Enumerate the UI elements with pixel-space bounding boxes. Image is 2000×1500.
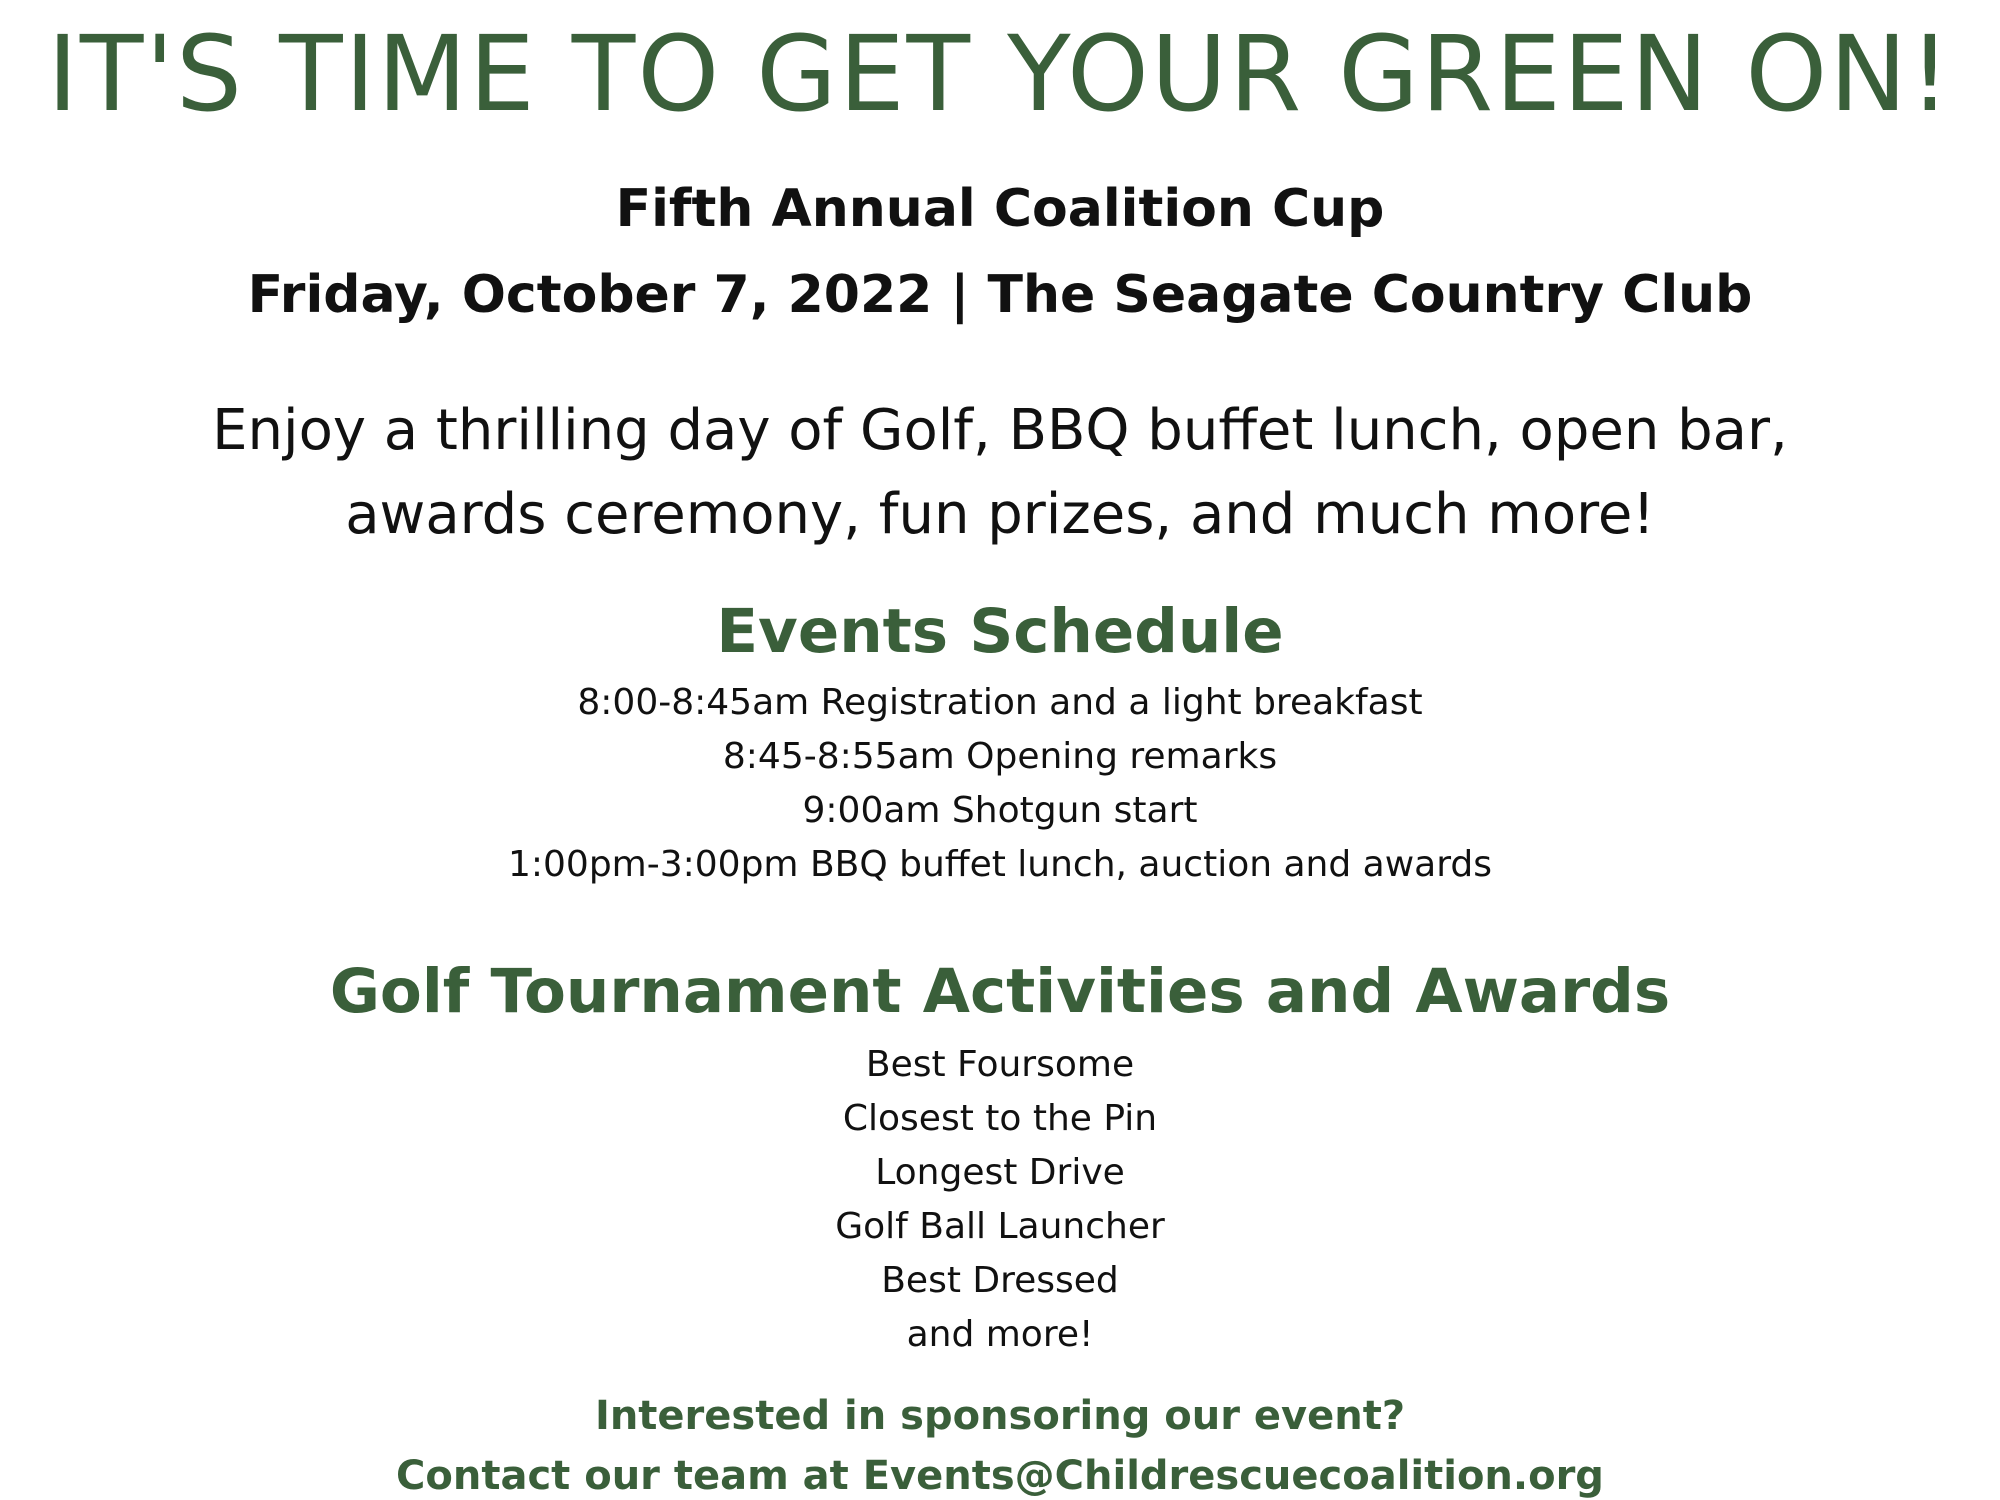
schedule-item: 9:00am Shotgun start: [802, 790, 1198, 831]
headline: IT'S TIME TO GET YOUR GREEN ON!: [47, 13, 1953, 135]
sponsor-contact: Contact our team at Events@Childrescuecoalition.org: [396, 1453, 1604, 1499]
activity-item: Best Foursome: [865, 1044, 1135, 1085]
activities-list: [0, 1038, 2000, 1362]
event-date-venue: Friday, October 7, 2022 | The Seagate Country Club: [247, 265, 1753, 325]
schedule-heading: Events Schedule: [716, 596, 1284, 667]
activity-item: and more!: [906, 1314, 1094, 1355]
activity-item: Closest to the Pin: [842, 1098, 1158, 1139]
sponsor-question: Interested in sponsoring our event?: [594, 1393, 1406, 1439]
schedule-list: [0, 676, 2000, 892]
schedule-item: 8:45-8:55am Opening remarks: [722, 736, 1278, 777]
activity-item: Longest Drive: [875, 1152, 1125, 1193]
schedule-item: 8:00-8:45am Registration and a light breakfast: [577, 682, 1423, 723]
schedule-item: 1:00pm-3:00pm BBQ buffet lunch, auction and awards: [507, 844, 1493, 885]
activity-item: Best Dressed: [881, 1260, 1119, 1301]
activities-heading: Golf Tournament Activities and Awards: [329, 956, 1671, 1027]
intro-line-1: Enjoy a thrilling day of Golf, BBQ buffet lunch, open bar,: [212, 398, 1788, 463]
activity-item: Golf Ball Launcher: [835, 1206, 1165, 1247]
event-name: Fifth Annual Coalition Cup: [615, 179, 1385, 239]
intro-line-2: awards ceremony, fun prizes, and much more!: [345, 482, 1655, 547]
